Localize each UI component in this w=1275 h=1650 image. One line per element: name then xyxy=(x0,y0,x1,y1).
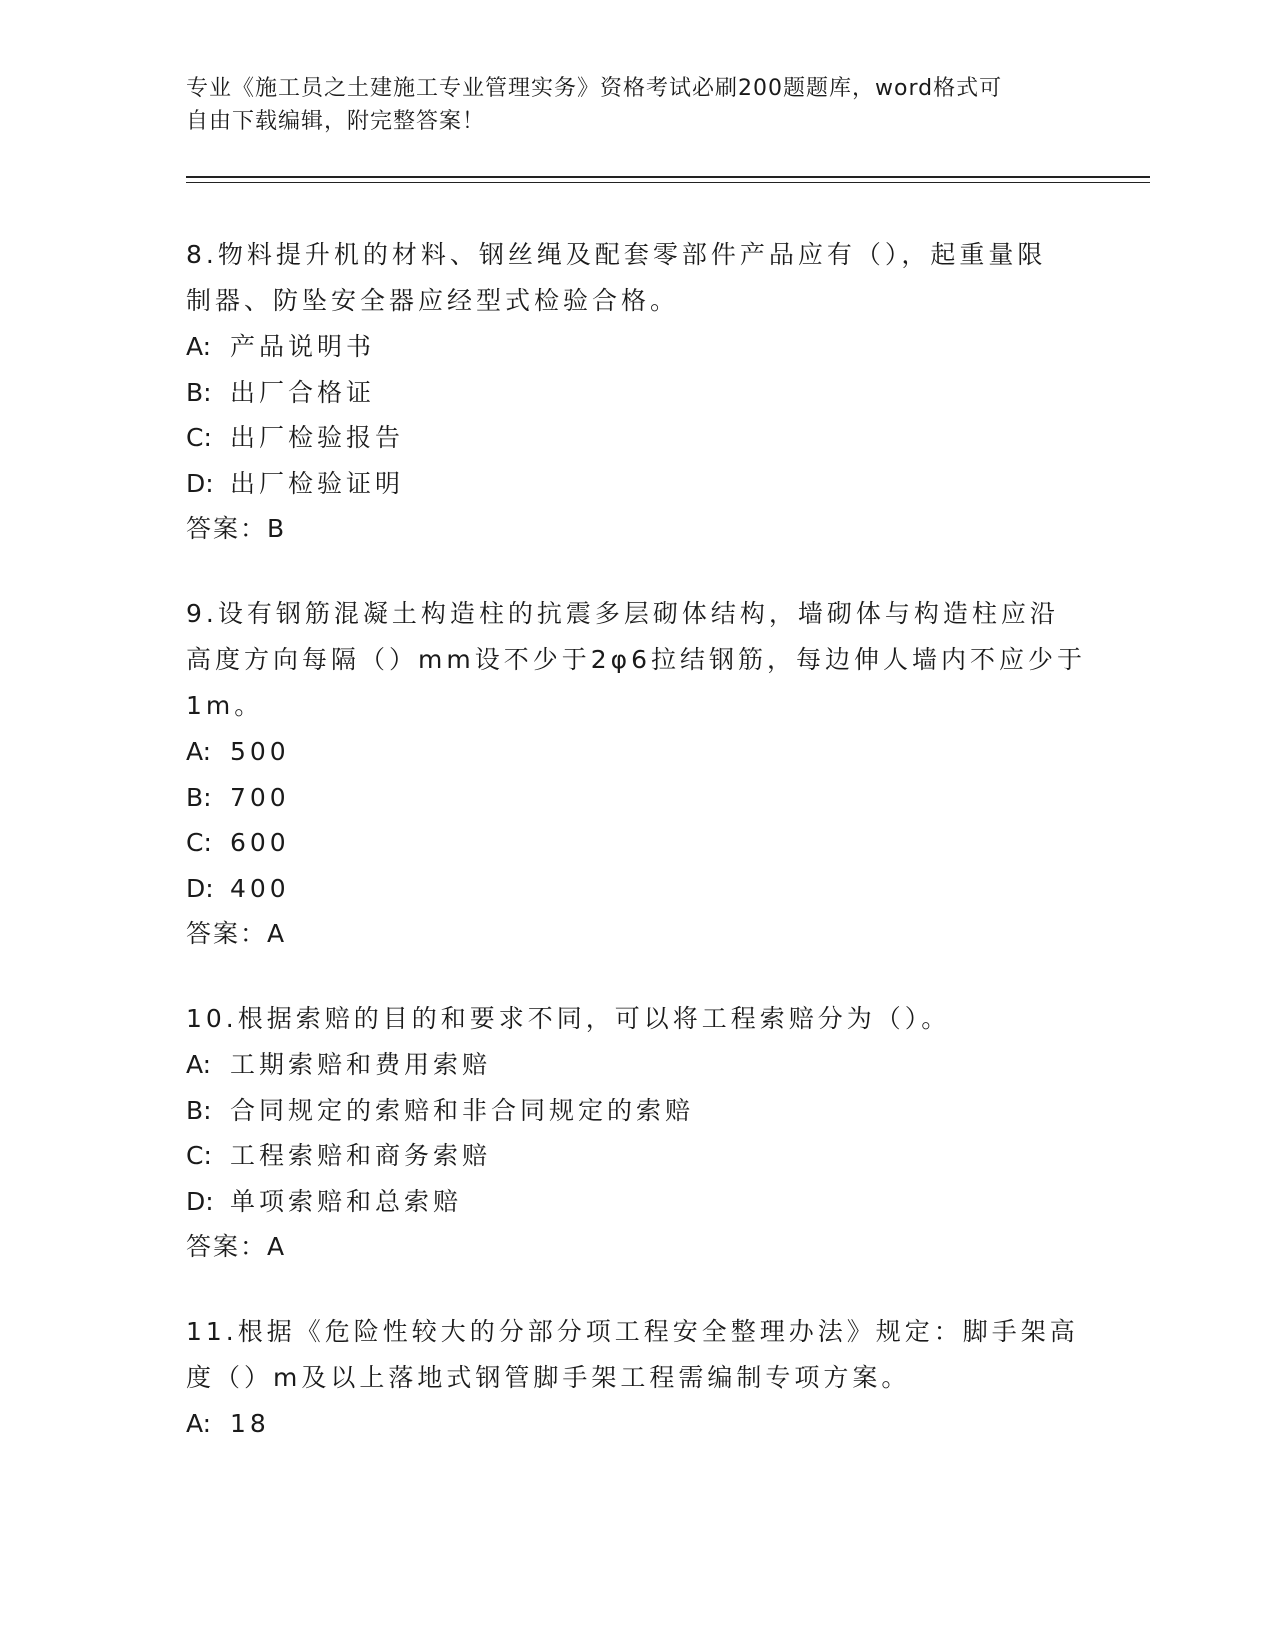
option-text: 600 xyxy=(230,828,290,857)
question-block xyxy=(186,1309,1106,1447)
question-stem-line: 制器、防坠安全器应经型式检验合格。 xyxy=(186,286,680,315)
question-block xyxy=(186,996,1106,1270)
option-letter: D: xyxy=(186,468,214,498)
option-text: 出厂检验证明 xyxy=(230,468,405,498)
option-letter: B: xyxy=(186,1095,212,1125)
option-letter: C: xyxy=(186,828,212,857)
option-text: 出厂检验报告 xyxy=(230,423,405,452)
question-stem-line: 8.物料提升机的材料、钢丝绳及配套零部件产品应有（），起重量限 xyxy=(186,240,1047,269)
option-letter: D: xyxy=(186,873,214,903)
option-text: 单项索赔和总索赔 xyxy=(230,1186,463,1216)
answer-option xyxy=(186,1401,1106,1447)
answer-option xyxy=(186,866,1106,912)
header-line-2: 自由下载编辑，附完整答案！ xyxy=(186,109,486,134)
answer-option xyxy=(186,1179,1106,1225)
option-letter: C: xyxy=(186,423,212,452)
answer-option xyxy=(186,1042,1106,1088)
option-letter: B: xyxy=(186,377,212,407)
question-stem-line: 高度方向每隔（）mm设不少于2φ6拉结钢筋，每边伸人墙内不应少于 xyxy=(186,645,1087,674)
option-text: 工程索赔和商务索赔 xyxy=(230,1141,492,1170)
option-text: 出厂合格证 xyxy=(230,377,376,407)
answer-option xyxy=(186,729,1106,775)
option-text: 产品说明书 xyxy=(230,332,376,361)
answer-option xyxy=(186,820,1106,866)
option-letter: C: xyxy=(186,1141,212,1170)
answer-option xyxy=(186,775,1106,821)
option-letter: A: xyxy=(186,1409,212,1438)
question-stem-line: 度（）m及以上落地式钢管脚手架工程需编制专项方案。 xyxy=(186,1363,911,1392)
option-letter: A: xyxy=(186,737,212,766)
answer-key: 答案：A xyxy=(186,919,287,948)
option-text: 700 xyxy=(230,782,290,812)
header-divider-thick xyxy=(186,176,1150,178)
header-divider-thin xyxy=(186,182,1150,183)
document-header xyxy=(186,72,1066,138)
option-text: 18 xyxy=(230,1409,270,1438)
question-stem-line: 1m。 xyxy=(186,691,264,720)
answer-key: 答案：B xyxy=(186,514,287,543)
question-stem-line: 10.根据索赔的目的和要求不同，可以将工程索赔分为（）。 xyxy=(186,1004,951,1033)
option-text: 工期索赔和费用索赔 xyxy=(230,1050,492,1079)
question-block xyxy=(186,232,1106,552)
answer-option xyxy=(186,1133,1106,1179)
question-stem-line: 11.根据《危险性较大的分部分项工程安全整理办法》规定：脚手架高 xyxy=(186,1317,1079,1346)
question-stem-line: 9.设有钢筋混凝土构造柱的抗震多层砌体结构，墙砌体与构造柱应沿 xyxy=(186,599,1059,628)
option-letter: D: xyxy=(186,1186,214,1216)
option-text: 500 xyxy=(230,737,290,766)
answer-option xyxy=(186,415,1106,461)
answer-key: 答案：A xyxy=(186,1232,287,1261)
answer-option xyxy=(186,370,1106,416)
answer-option xyxy=(186,1088,1106,1134)
option-text: 400 xyxy=(230,873,290,903)
option-text: 合同规定的索赔和非合同规定的索赔 xyxy=(230,1095,695,1125)
option-letter: B: xyxy=(186,782,212,812)
option-letter: A: xyxy=(186,1050,212,1079)
answer-option xyxy=(186,461,1106,507)
question-list xyxy=(186,232,1106,1486)
option-letter: A: xyxy=(186,332,212,361)
header-line-1: 专业《施工员之土建施工专业管理实务》资格考试必刷200题题库，word格式可 xyxy=(186,76,1003,101)
question-block xyxy=(186,591,1106,957)
answer-option xyxy=(186,324,1106,370)
